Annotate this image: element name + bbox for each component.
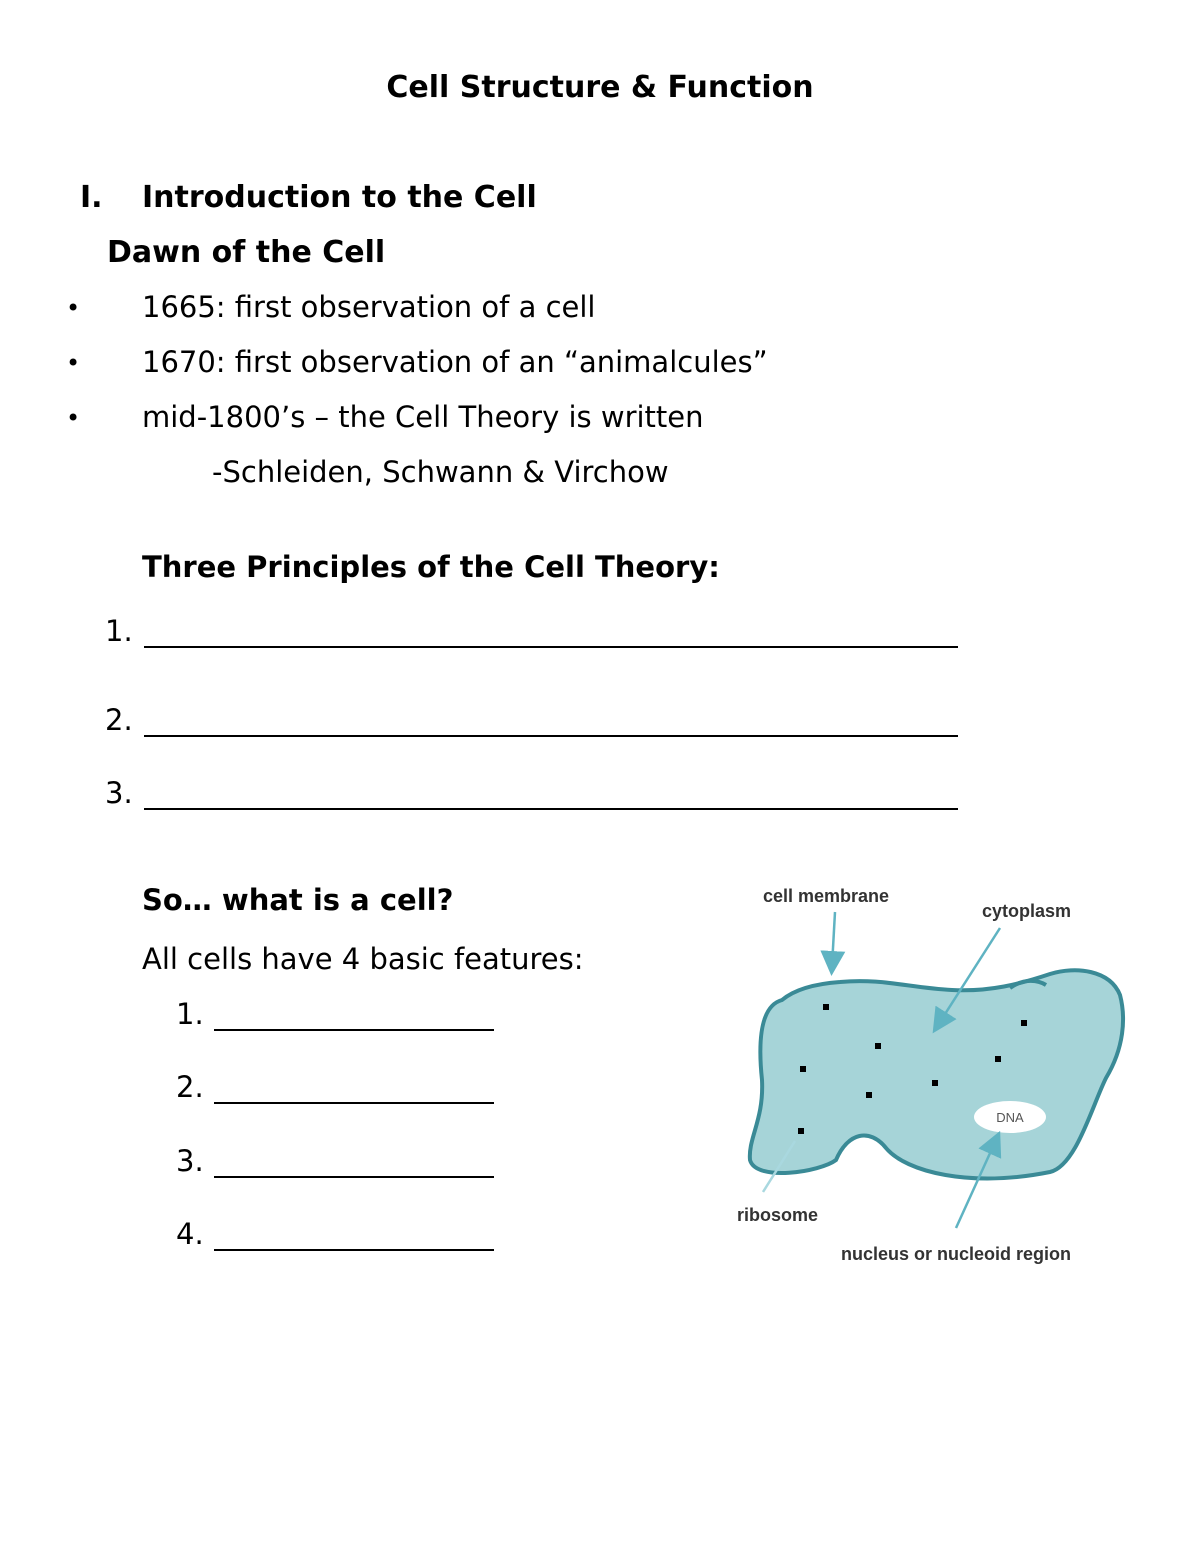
dawn-item-1: 1665: first observation of a cell [142,290,596,324]
dawn-item-2: 1670: first observation of an “animalcules” [142,345,768,379]
feature-blank-2[interactable] [214,1102,494,1104]
scientists-note: -Schleiden, Schwann & Virchow [212,455,669,489]
ribosome-dot [932,1080,938,1086]
bullet-icon: • [66,294,81,322]
principle-blank-3[interactable] [144,808,958,810]
feature-number-1: 1. [176,997,204,1031]
dna-label: DNA [996,1110,1024,1125]
bullet-icon: • [66,404,81,432]
feature-number-3: 3. [176,1144,204,1178]
bullet-icon: • [66,349,81,377]
ribosome-dot [866,1092,872,1098]
ribosome-dot [995,1056,1001,1062]
dawn-subheading: Dawn of the Cell [107,235,386,270]
principle-blank-2[interactable] [144,735,958,737]
feature-blank-1[interactable] [214,1029,494,1031]
feature-number-4: 4. [176,1217,204,1251]
ribosome-dot [800,1066,806,1072]
what-is-cell-heading: So… what is a cell? [142,883,454,917]
cell-body [750,970,1123,1178]
page-title: Cell Structure & Function [386,70,814,105]
ribosome-dot [1021,1020,1027,1026]
ribosome-dot [798,1128,804,1134]
membrane-label: cell membrane [763,886,890,906]
section-numeral: I. [80,180,103,215]
principle-number-3: 3. [105,776,133,810]
feature-blank-4[interactable] [214,1249,494,1251]
cell-diagram [720,870,1140,1280]
ribosome-label: ribosome [737,1205,819,1225]
features-intro: All cells have 4 basic features: [142,942,584,976]
principles-heading: Three Principles of the Cell Theory: [142,550,720,584]
ribosome-dot [875,1043,881,1049]
feature-blank-3[interactable] [214,1176,494,1178]
dawn-item-3: mid-1800’s – the Cell Theory is written [142,400,704,434]
principle-number-1: 1. [105,614,133,648]
feature-number-2: 2. [176,1070,204,1104]
membrane-arrow [832,912,835,966]
cytoplasm-label: cytoplasm [982,901,1072,921]
principle-number-2: 2. [105,703,133,737]
principle-blank-1[interactable] [144,646,958,648]
nucleus-label: nucleus or nucleoid region [841,1244,1072,1264]
section-heading: Introduction to the Cell [142,180,537,215]
ribosome-dot [823,1004,829,1010]
